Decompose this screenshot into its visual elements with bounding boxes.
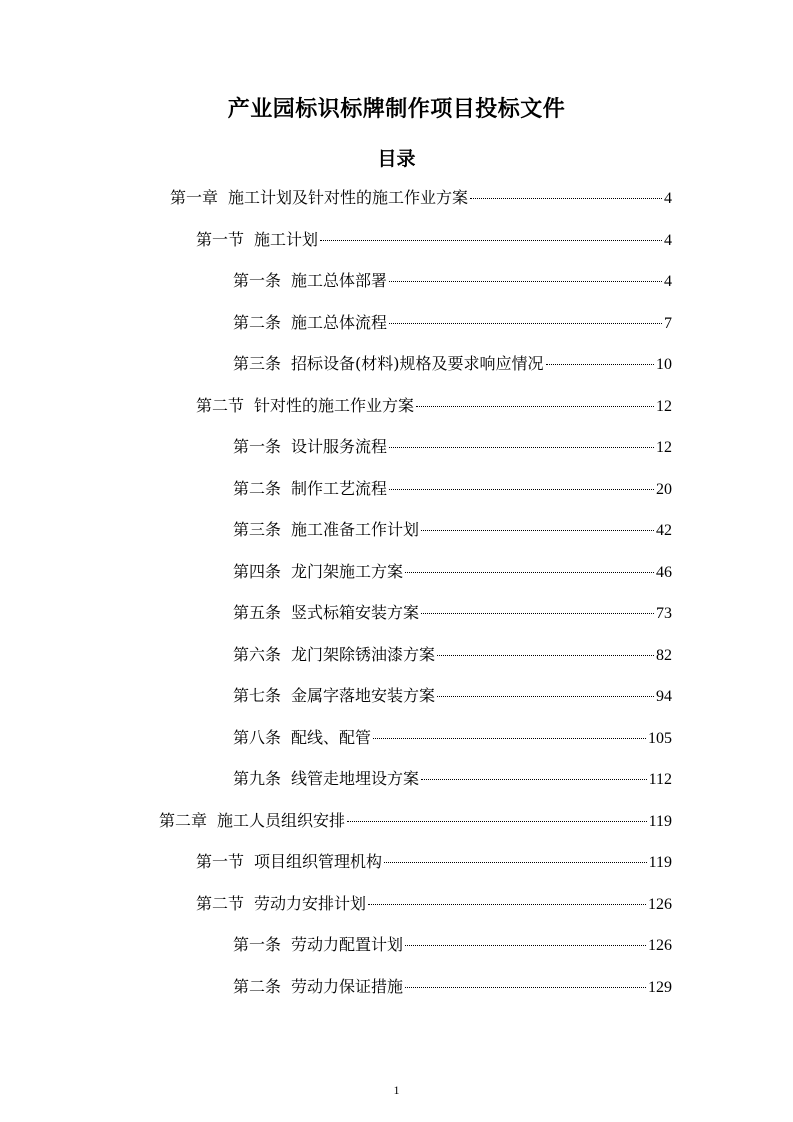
toc-entry-page: 7 [664, 315, 672, 332]
toc-entry-title: 劳动力安排计划 [254, 894, 367, 913]
toc-entry-page: 4 [664, 190, 672, 207]
toc-entry-article[interactable] [233, 352, 672, 376]
toc-entry-article[interactable] [233, 767, 672, 791]
toc-leader-dots [368, 904, 646, 905]
toc-entry-title: 施工计划及针对性的施工作业方案 [228, 188, 469, 207]
toc-entry-page: 12 [656, 439, 672, 456]
toc-leader-dots [437, 696, 654, 697]
toc-entry-number: 第二节 [196, 396, 245, 415]
toc-entry-article[interactable] [233, 269, 672, 293]
toc-entry-title: 招标设备(材料)规格及要求响应情况 [291, 354, 544, 373]
toc-leader-dots [320, 240, 662, 241]
toc-entry-page: 119 [648, 813, 672, 830]
toc-leader-dots [384, 862, 647, 863]
toc-entry-title: 施工总体部署 [291, 271, 388, 290]
toc-leader-dots [421, 613, 654, 614]
toc-leader-dots [546, 364, 654, 365]
toc-entry-page: 46 [656, 564, 672, 581]
toc-entry-page: 4 [664, 232, 672, 249]
document-title: 产业园标识标牌制作项目投标文件 [227, 97, 566, 122]
toc-entry-section[interactable] [196, 850, 672, 874]
toc-entry-page: 82 [656, 647, 672, 664]
toc-entry-article[interactable] [233, 643, 672, 667]
toc-heading: 目录 [377, 148, 416, 170]
toc-entry-section[interactable] [196, 228, 672, 252]
toc-entry-page: 4 [664, 273, 672, 290]
toc-entry-number: 第九条 [233, 769, 282, 788]
toc-entry-article[interactable] [233, 933, 672, 957]
toc-leader-dots [405, 987, 646, 988]
toc-entry-number: 第二条 [233, 313, 282, 332]
toc-entry-number: 第四条 [233, 562, 282, 581]
toc-leader-dots [389, 447, 654, 448]
toc-entry-chapter[interactable] [170, 186, 672, 210]
toc-entry-number: 第三条 [233, 520, 282, 539]
toc-entry-title: 设计服务流程 [291, 437, 388, 456]
toc-entry-page: 20 [656, 481, 672, 498]
toc-entry-page: 73 [656, 605, 672, 622]
toc-leader-dots [389, 489, 654, 490]
toc-entry-title: 竖式标箱安装方案 [291, 603, 420, 622]
toc-leader-dots [421, 779, 647, 780]
toc-entry-number: 第一章 [170, 188, 219, 207]
toc-entry-title: 线管走地埋设方案 [291, 769, 420, 788]
toc-entry-number: 第七条 [233, 686, 282, 705]
toc-entry-number: 第一条 [233, 271, 282, 290]
toc-entry-title: 劳动力配置计划 [291, 935, 404, 954]
toc-entry-title: 施工计划 [254, 230, 319, 249]
toc-entry-page: 42 [656, 522, 672, 539]
toc-entry-number: 第二条 [233, 977, 282, 996]
toc-entry-title: 施工准备工作计划 [291, 520, 420, 539]
toc-entry-number: 第六条 [233, 645, 282, 664]
toc-entry-number: 第一条 [233, 437, 282, 456]
toc-entry-chapter[interactable] [159, 809, 672, 833]
toc-entry-article[interactable] [233, 601, 672, 625]
toc-leader-dots [416, 406, 654, 407]
toc-entry-number: 第一节 [196, 852, 245, 871]
toc-entry-article[interactable] [233, 311, 672, 335]
toc-entry-article[interactable] [233, 518, 672, 542]
toc-entry-number: 第八条 [233, 728, 282, 747]
toc-entry-page: 105 [648, 730, 672, 747]
toc-entry-section[interactable] [196, 394, 672, 418]
toc-entry-title: 针对性的施工作业方案 [254, 396, 415, 415]
toc-entry-section[interactable] [196, 892, 672, 916]
toc-leader-dots [405, 572, 654, 573]
toc-entry-page: 126 [648, 896, 672, 913]
toc-entry-title: 龙门架施工方案 [291, 562, 404, 581]
toc-entry-article[interactable] [233, 435, 672, 459]
toc-leader-dots [373, 738, 646, 739]
toc-entry-number: 第二章 [159, 811, 208, 830]
toc-entry-article[interactable] [233, 684, 672, 708]
toc-entry-page: 119 [648, 854, 672, 871]
toc-entry-title: 劳动力保证措施 [291, 977, 404, 996]
page-number: 1 [393, 1083, 400, 1097]
toc-entry-article[interactable] [233, 726, 672, 750]
toc-entry-number: 第三条 [233, 354, 282, 373]
toc-leader-dots [421, 530, 654, 531]
toc-leader-dots [470, 198, 662, 199]
toc-entry-page: 12 [656, 398, 672, 415]
toc-entry-number: 第二条 [233, 479, 282, 498]
toc-leader-dots [437, 655, 654, 656]
toc-entry-page: 112 [648, 771, 672, 788]
toc-entry-page: 126 [648, 937, 672, 954]
toc-entry-page: 10 [656, 356, 672, 373]
toc-entry-number: 第一节 [196, 230, 245, 249]
toc-entry-article[interactable] [233, 477, 672, 501]
toc-entry-article[interactable] [233, 560, 672, 584]
toc-leader-dots [389, 281, 662, 282]
toc-entry-number: 第五条 [233, 603, 282, 622]
toc-entry-page: 129 [648, 979, 672, 996]
toc-leader-dots [347, 821, 647, 822]
toc-entry-title: 施工总体流程 [291, 313, 388, 332]
toc-entry-title: 施工人员组织安排 [217, 811, 346, 830]
toc-entry-page: 94 [656, 688, 672, 705]
toc-entry-title: 龙门架除锈油漆方案 [291, 645, 436, 664]
toc-leader-dots [389, 323, 662, 324]
toc-entry-title: 金属字落地安装方案 [291, 686, 436, 705]
toc-entry-number: 第二节 [196, 894, 245, 913]
toc-entry-number: 第一条 [233, 935, 282, 954]
toc-leader-dots [405, 945, 646, 946]
toc-entry-title: 项目组织管理机构 [254, 852, 383, 871]
toc-entry-title: 制作工艺流程 [291, 479, 388, 498]
toc-entry-article[interactable] [233, 975, 672, 999]
toc-entry-title: 配线、配管 [291, 728, 372, 747]
